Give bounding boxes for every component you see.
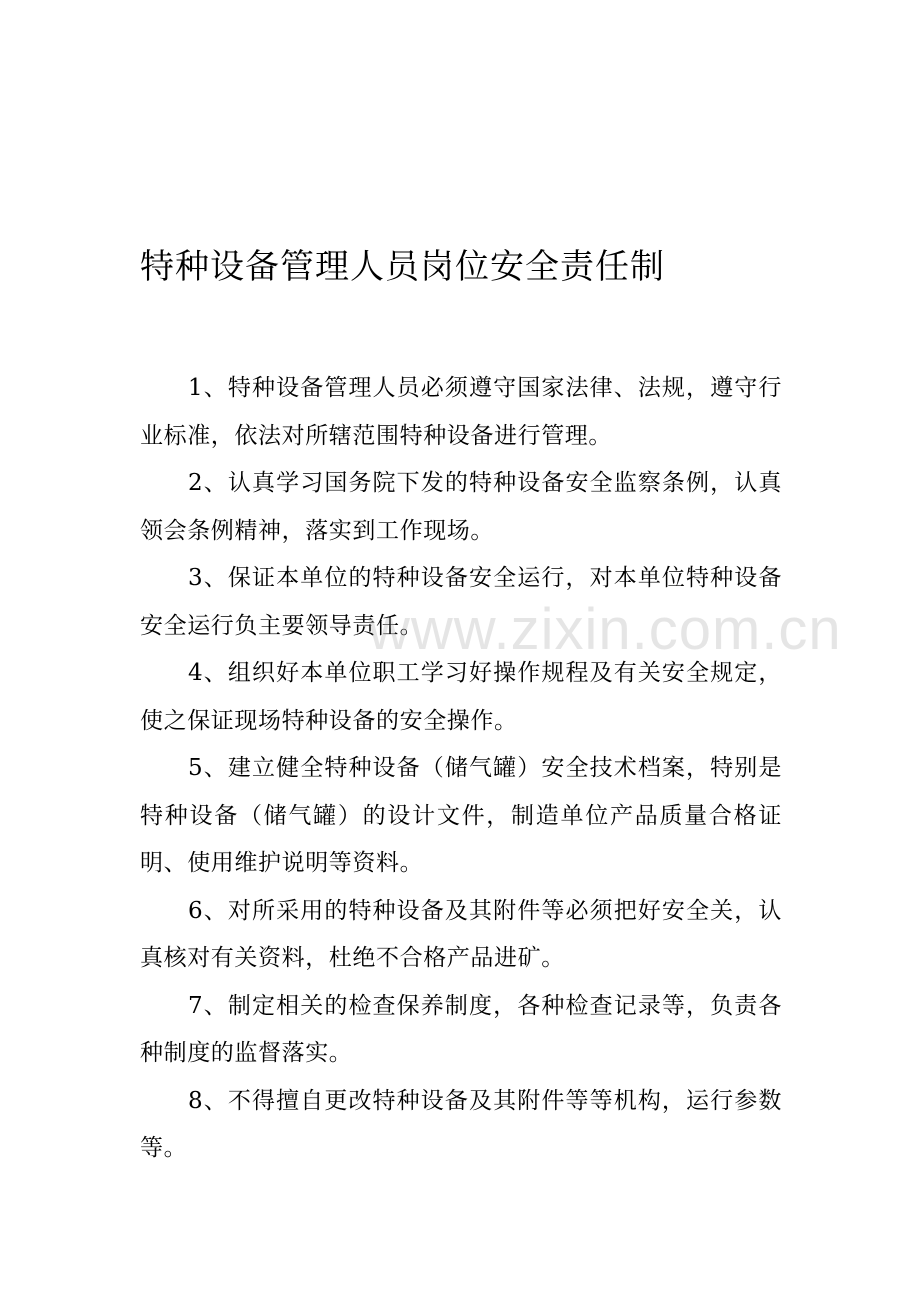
paragraph-6: 6、对所采用的特种设备及其附件等必须把好安全关，认真核对有关资料，杜绝不合格产品进矿。	[140, 897, 782, 971]
paragraph-1: 1、特种设备管理人员必须遵守国家法律、法规，遵守行业标准，依法对所辖范围特种设备进行管理。	[140, 375, 782, 449]
paragraph-3: 3、保证本单位的特种设备安全运行，对本单位特种设备安全运行负主要领导责任。	[140, 565, 782, 639]
watermark: www.zixin.com.cn	[368, 597, 842, 662]
paragraph-5: 5、建立健全特种设备（储气罐）安全技术档案，特别是特种设备（储气罐）的设计文件，制造单位产品质量合格证明、使用维护说明等资料。	[140, 755, 782, 876]
document-title: 特种设备管理人员岗位安全责任制	[140, 247, 665, 287]
paragraph-8: 8、不得擅自更改特种设备及其附件等等机构，运行参数等。	[140, 1087, 782, 1161]
paragraph-4: 4、组织好本单位职工学习好操作规程及有关安全规定，使之保证现场特种设备的安全操作。	[140, 660, 782, 734]
paragraph-2: 2、认真学习国务院下发的特种设备安全监察条例，认真领会条例精神，落实到工作现场。	[140, 470, 782, 544]
document-body	[140, 365, 782, 1173]
paragraph-7: 7、制定相关的检查保养制度，各种检查记录等，负责各种制度的监督落实。	[140, 992, 782, 1066]
